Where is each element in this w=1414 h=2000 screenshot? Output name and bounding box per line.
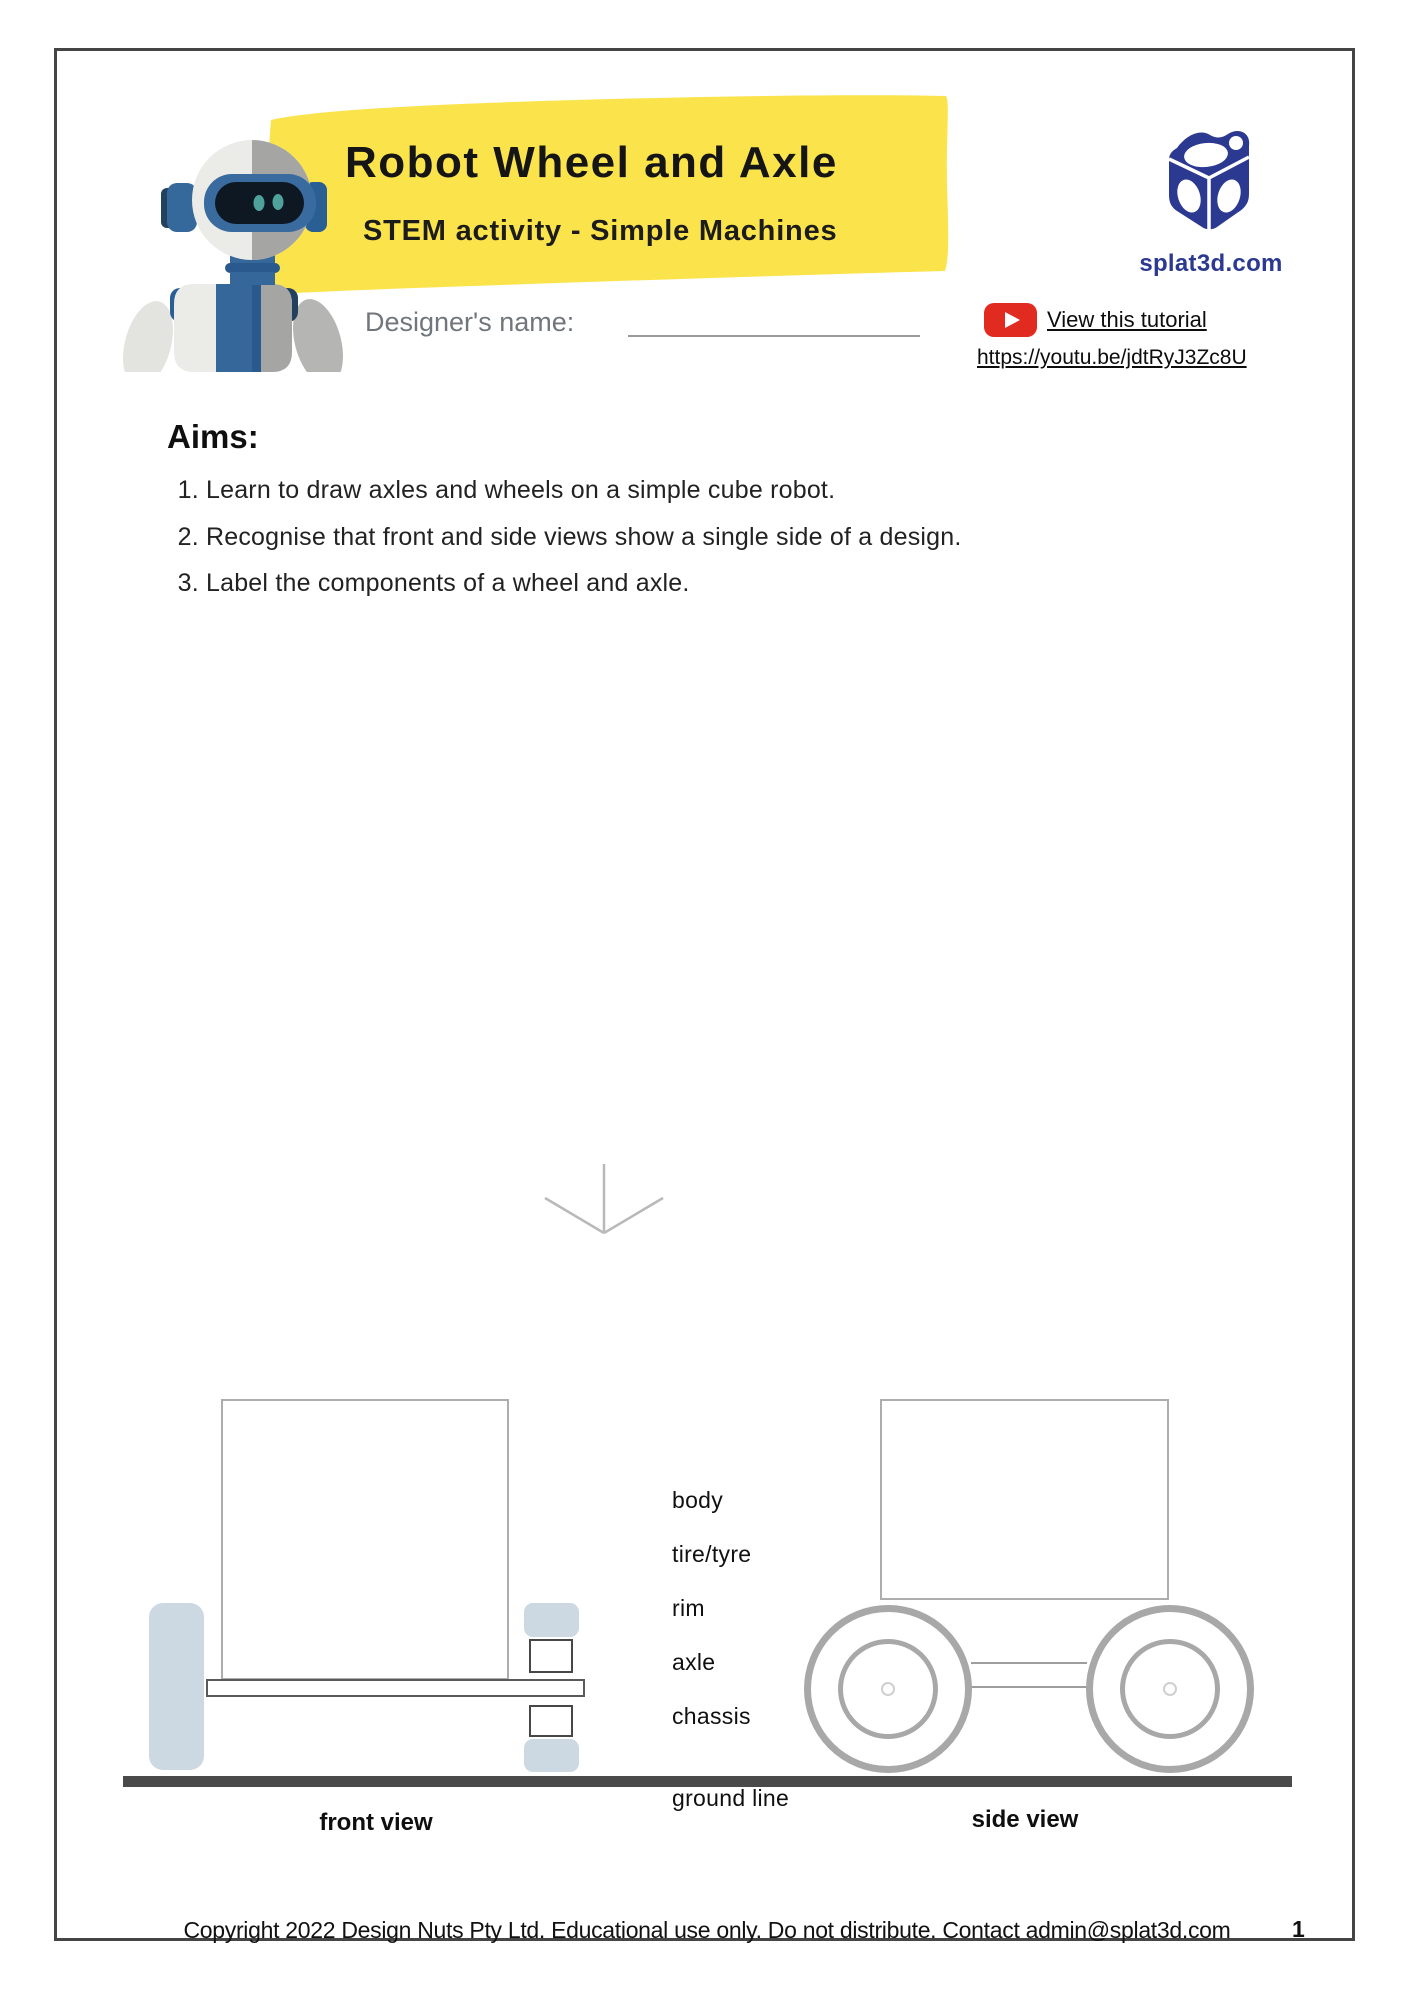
- front-view-body: [221, 1399, 509, 1680]
- robot-mascot-icon: [112, 92, 352, 372]
- designer-name-label: Designer's name:: [365, 307, 575, 337]
- label-tire-tyre: tire/tyre: [672, 1541, 752, 1567]
- tutorial-link[interactable]: View this tutorial: [1047, 307, 1207, 332]
- front-view-axle-bar: [206, 1679, 585, 1697]
- side-view-body: [880, 1399, 1169, 1600]
- splat3d-logo-icon: [1163, 126, 1259, 244]
- page-number: 1: [1292, 1916, 1305, 1942]
- label-axle: axle: [672, 1649, 716, 1675]
- aim-item-2: 2. Recognise that front and side views show a single side of a design.: [206, 514, 962, 561]
- front-view-caption: front view: [319, 1809, 433, 1836]
- aims-heading: Aims:: [167, 418, 259, 455]
- tutorial-url-link[interactable]: https://youtu.be/jdtRyJ3Zc8U: [977, 346, 1247, 369]
- front-view-tire-bottom: [524, 1739, 579, 1772]
- side-view-left-axle: [881, 1682, 895, 1696]
- aims-list: [172, 467, 962, 607]
- side-view-right-axle: [1163, 1682, 1177, 1696]
- side-view-right-wheel: [1086, 1605, 1254, 1773]
- footer-copyright: Copyright 2022 Design Nuts Pty Ltd. Educational use only. Do not distribute. Contact admin@splat3d.com: [183, 1917, 1231, 1943]
- side-view-chassis-bar: [971, 1662, 1087, 1688]
- label-ground-line: ground line: [672, 1785, 790, 1811]
- aim-item-1: 1. Learn to draw axles and wheels on a simple cube robot.: [206, 467, 962, 514]
- logo-text: splat3d.com: [1139, 250, 1283, 277]
- page-subtitle: STEM activity - Simple Machines: [363, 215, 838, 247]
- page-title: Robot Wheel and Axle: [345, 138, 838, 187]
- front-view-rim-bottom: [529, 1705, 573, 1737]
- front-view-rim-top: [529, 1639, 573, 1673]
- side-view-left-wheel: [804, 1605, 972, 1773]
- aim-item-3: 3. Label the components of a wheel and axle.: [206, 560, 962, 607]
- designer-name-field[interactable]: [628, 312, 920, 337]
- label-chassis: chassis: [672, 1703, 751, 1729]
- side-view-caption: side view: [971, 1806, 1079, 1833]
- front-view-tire-top: [524, 1603, 579, 1637]
- label-rim: rim: [672, 1595, 705, 1621]
- down-arrow-icon: [535, 1158, 670, 1238]
- front-view-left-wheel: [149, 1603, 204, 1770]
- label-body: body: [672, 1487, 724, 1513]
- youtube-play-icon[interactable]: [983, 302, 1038, 338]
- title-highlight: [255, 86, 955, 298]
